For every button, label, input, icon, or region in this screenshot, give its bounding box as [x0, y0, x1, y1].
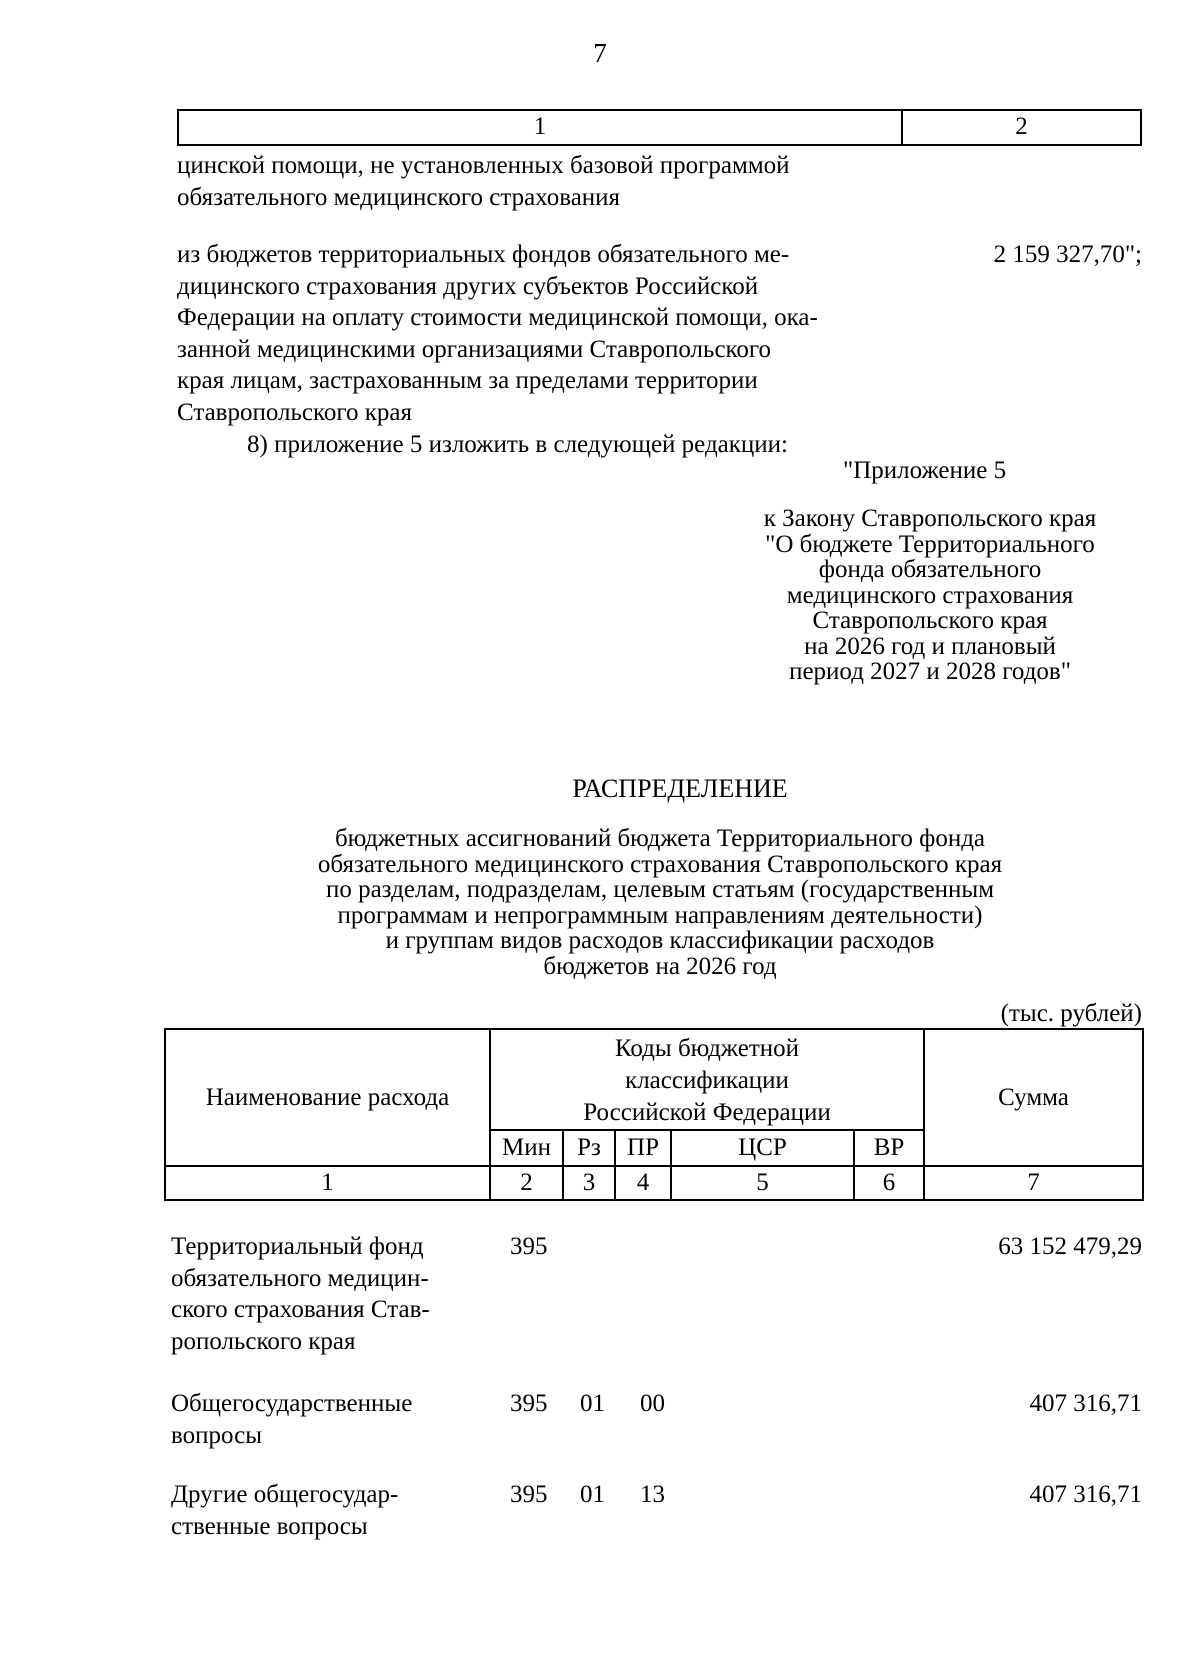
page-number: 7 — [593, 38, 607, 68]
appendix-label: "Приложение 5 — [843, 457, 1007, 484]
table-row-name — [171, 1479, 398, 1542]
text-line: Коды бюджетной — [614, 1034, 800, 1062]
paragraph-2-amount: 2 159 327,70"; — [993, 241, 1142, 268]
allocation-table-header — [164, 1028, 1144, 1201]
row-min-code: 395 — [510, 1481, 548, 1508]
row-sum: 407 316,71 — [1029, 1390, 1142, 1417]
appendix-reference — [740, 506, 1120, 685]
text-line: Территориальный фонд — [171, 1233, 424, 1260]
text-line: фонда обязательного — [818, 556, 1042, 583]
continuation-paragraph-1 — [177, 150, 790, 213]
column-number: 3 — [563, 1166, 615, 1200]
column-number: 4 — [615, 1166, 671, 1200]
row-sum: 407 316,71 — [1029, 1481, 1142, 1508]
text-line: Российской Федерации — [583, 1098, 831, 1126]
table-row-name — [171, 1231, 430, 1357]
row-min-code: 395 — [510, 1233, 548, 1260]
continuation-table-header — [177, 109, 1142, 146]
column-number-1: 1 — [179, 111, 903, 144]
text-line: к Закону Ставропольского края — [763, 505, 1097, 532]
row-rz-code: 01 — [580, 1390, 605, 1417]
text-line: ропольского края — [171, 1327, 356, 1355]
pr-column-header: ПР — [615, 1130, 671, 1166]
text-line: Ставропольского края — [812, 607, 1048, 634]
text-line: вопросы — [171, 1421, 263, 1449]
row-pr-code: 00 — [640, 1390, 665, 1417]
text-line: на 2026 год и плановый — [804, 632, 1056, 660]
text-line: из бюджетов территориальных фондов обязательного ме- — [177, 241, 790, 268]
column-number: 1 — [165, 1166, 490, 1200]
csr-column-header: ЦСР — [671, 1130, 854, 1166]
item-8: 8) приложение 5 изложить в следующей редакции: — [247, 431, 788, 458]
text-line: дицинского страхования других субъектов Российской — [177, 272, 759, 300]
column-number: 5 — [671, 1166, 854, 1200]
text-line: обязательного медицинского страхования — [177, 183, 621, 211]
text-line: и группам видов расходов классификации расходов — [385, 927, 935, 954]
name-column-header: Наименование расхода — [165, 1029, 490, 1166]
row-pr-code: 13 — [640, 1481, 665, 1508]
column-number: 6 — [854, 1166, 924, 1200]
column-number: 2 — [490, 1166, 563, 1200]
table-row-name — [171, 1388, 412, 1451]
text-line: ственные вопросы — [171, 1512, 368, 1540]
text-line: занной медицинскими организациями Ставропольского — [177, 335, 772, 363]
text-line: ского страхования Став- — [171, 1296, 430, 1323]
column-number-2: 2 — [1015, 113, 1028, 140]
text-line: обязательного медицинского страхования Ставропольского края — [317, 850, 1003, 878]
column-number: 7 — [924, 1166, 1143, 1200]
continuation-paragraph-2 — [177, 239, 818, 428]
units-label: (тыс. рублей) — [1000, 1000, 1142, 1027]
text-line: бюджетов на 2026 год — [543, 952, 777, 980]
text-line: медицинского страхования — [786, 581, 1074, 609]
text-line: Федерации на оплату стоимости медицинской помощи, ока- — [177, 304, 818, 331]
text-line: период 2027 и 2028 годов" — [789, 658, 1071, 685]
rz-column-header: Рз — [563, 1130, 615, 1166]
row-rz-code: 01 — [580, 1481, 605, 1508]
text-line: классификации — [625, 1066, 789, 1094]
text-line: "О бюджете Территориального — [765, 530, 1095, 558]
text-line: обязательного медицин- — [171, 1264, 429, 1292]
text-line: по разделам, подразделам, целевым статьям (государственным — [325, 876, 995, 903]
document-title: РАСПРЕДЕЛЕНИЕ — [572, 774, 788, 803]
min-column-header: Мин — [490, 1130, 563, 1166]
text-line: цинской помощи, не установленных базовой программой — [177, 152, 790, 179]
text-line: Ставропольского края — [177, 398, 412, 426]
row-min-code: 395 — [510, 1390, 548, 1417]
codes-column-header — [490, 1029, 924, 1130]
vr-column-header: ВР — [854, 1130, 924, 1166]
text-line: программам и непрограммным направлениям деятельности) — [337, 901, 983, 929]
sum-column-header: Сумма — [924, 1029, 1143, 1166]
text-line: Другие общегосудар- — [171, 1481, 399, 1508]
row-sum: 63 152 479,29 — [998, 1233, 1142, 1260]
text-line: Общегосударственные — [171, 1390, 413, 1417]
text-line: края лицам, застрахованным за пределами территории — [177, 367, 758, 394]
document-subtitle — [240, 826, 1080, 979]
text-line: бюджетных ассигнований бюджета Территориального фонда — [334, 825, 986, 852]
